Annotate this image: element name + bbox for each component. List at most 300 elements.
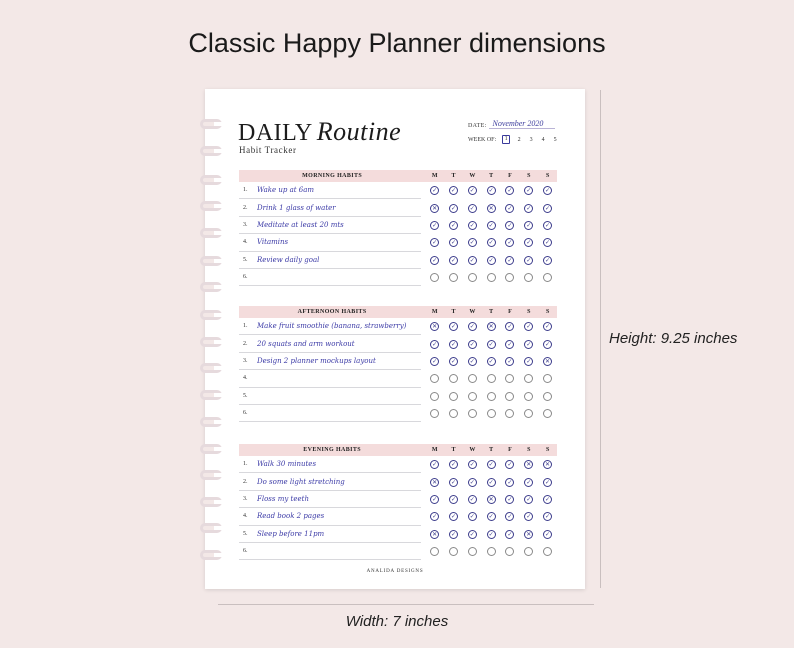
day-cell xyxy=(482,340,501,349)
cross-circle-icon[interactable]: ✕ xyxy=(432,478,438,486)
check-circle-icon[interactable]: ✓ xyxy=(507,221,513,229)
habit-row xyxy=(239,370,557,387)
check-circle-icon[interactable]: ✓ xyxy=(507,340,513,348)
habit-line[interactable] xyxy=(239,508,421,525)
week-row xyxy=(468,135,558,144)
habit-row xyxy=(239,456,557,473)
habit-line[interactable] xyxy=(239,269,421,286)
day-header: W xyxy=(469,309,476,315)
day-cell xyxy=(425,204,444,213)
empty-circle-icon[interactable] xyxy=(505,392,514,401)
check-circle-icon[interactable]: ✓ xyxy=(469,204,475,212)
habit-line[interactable] xyxy=(239,543,421,560)
day-header: T xyxy=(489,447,494,453)
check-circle-icon[interactable]: ✓ xyxy=(507,357,513,365)
empty-circle-icon[interactable] xyxy=(543,374,552,383)
day-cell xyxy=(501,409,520,418)
check-circle-icon[interactable]: ✓ xyxy=(488,513,494,521)
day-cell xyxy=(538,273,557,282)
empty-circle-icon[interactable] xyxy=(524,547,533,556)
day-cell xyxy=(463,238,482,247)
binder-ring xyxy=(200,523,222,533)
check-circle-icon[interactable]: ✓ xyxy=(545,187,551,195)
week-number[interactable]: 4 xyxy=(541,136,545,143)
day-cell xyxy=(538,495,557,504)
day-cell xyxy=(482,322,501,331)
meta-block xyxy=(468,119,558,144)
week-number[interactable]: 2 xyxy=(517,136,521,143)
check-circle-icon[interactable]: ✓ xyxy=(545,204,551,212)
day-cell xyxy=(444,273,463,282)
empty-circle-icon[interactable] xyxy=(524,392,533,401)
day-cell xyxy=(444,495,463,504)
check-circle-icon[interactable]: ✓ xyxy=(450,461,456,469)
day-cell xyxy=(538,530,557,539)
habit-text: Wake up at 6am xyxy=(257,186,315,195)
check-circle-icon[interactable]: ✓ xyxy=(488,256,494,264)
empty-circle-icon[interactable] xyxy=(543,392,552,401)
day-cell xyxy=(501,221,520,230)
day-cell xyxy=(482,495,501,504)
day-cell xyxy=(425,357,444,366)
day-cell xyxy=(519,322,538,331)
day-header: W xyxy=(469,447,476,453)
check-circle-icon[interactable]: ✓ xyxy=(450,495,456,503)
habit-text: Do some light stretching xyxy=(257,477,345,486)
empty-circle-icon[interactable] xyxy=(468,392,477,401)
row-number: 3. xyxy=(243,495,248,502)
empty-circle-icon[interactable] xyxy=(449,392,458,401)
habit-text: Meditate at least 20 mts xyxy=(257,220,344,229)
habit-row xyxy=(239,543,557,560)
habit-row xyxy=(239,217,557,234)
day-cell xyxy=(463,547,482,556)
empty-circle-icon[interactable] xyxy=(524,374,533,383)
habit-line[interactable] xyxy=(239,318,421,335)
day-header: S xyxy=(545,173,550,179)
row-number: 3. xyxy=(243,357,248,364)
empty-circle-icon[interactable] xyxy=(468,409,477,418)
habit-row xyxy=(239,199,557,216)
check-circle-icon[interactable]: ✓ xyxy=(526,495,532,503)
check-circle-icon[interactable]: ✓ xyxy=(507,204,513,212)
habit-row xyxy=(239,182,557,199)
empty-circle-icon[interactable] xyxy=(505,547,514,556)
cross-circle-icon[interactable]: ✕ xyxy=(488,495,494,503)
empty-circle-icon[interactable] xyxy=(505,374,514,383)
day-cell xyxy=(444,374,463,383)
binder-ring xyxy=(200,417,222,427)
empty-circle-icon[interactable] xyxy=(505,409,514,418)
check-circle-icon[interactable]: ✓ xyxy=(432,221,438,229)
empty-circle-icon[interactable] xyxy=(524,273,533,282)
binder-ring xyxy=(200,497,222,507)
row-number: 4. xyxy=(243,513,248,520)
habit-line[interactable] xyxy=(239,491,421,508)
check-circle-icon[interactable]: ✓ xyxy=(507,323,513,331)
binder-ring xyxy=(200,282,222,292)
check-circle-icon[interactable]: ✓ xyxy=(507,495,513,503)
row-number: 6. xyxy=(243,548,248,555)
day-cell xyxy=(538,221,557,230)
check-circle-icon[interactable]: ✓ xyxy=(526,323,532,331)
section-title: EVENING HABITS xyxy=(303,447,362,453)
binder-ring xyxy=(200,175,222,185)
empty-circle-icon[interactable] xyxy=(430,392,439,401)
day-cell xyxy=(519,186,538,195)
width-label: Width: 7 inches xyxy=(345,613,449,630)
habit-line[interactable] xyxy=(239,526,421,543)
check-circle-icon[interactable]: ✓ xyxy=(526,187,532,195)
empty-circle-icon[interactable] xyxy=(505,273,514,282)
check-circle-icon[interactable]: ✓ xyxy=(450,340,456,348)
day-cell xyxy=(538,322,557,331)
empty-circle-icon[interactable] xyxy=(543,409,552,418)
habit-row xyxy=(239,526,557,543)
day-cell xyxy=(482,374,501,383)
check-circle-icon[interactable]: ✓ xyxy=(507,530,513,538)
cross-circle-icon[interactable]: ✕ xyxy=(488,323,494,331)
section-title: AFTERNOON HABITS xyxy=(297,309,367,315)
day-cell xyxy=(482,256,501,265)
day-cell xyxy=(444,256,463,265)
cross-circle-icon[interactable]: ✕ xyxy=(432,323,438,331)
day-cell xyxy=(444,409,463,418)
day-cell xyxy=(501,530,520,539)
check-circle-icon[interactable]: ✓ xyxy=(469,221,475,229)
day-cell xyxy=(425,374,444,383)
check-circle-icon[interactable]: ✓ xyxy=(469,187,475,195)
habit-line[interactable] xyxy=(239,182,421,199)
week-number[interactable]: 3 xyxy=(529,136,533,143)
day-cell xyxy=(519,221,538,230)
day-cell xyxy=(519,409,538,418)
check-circle-icon[interactable]: ✓ xyxy=(432,357,438,365)
check-circle-icon[interactable]: ✓ xyxy=(545,239,551,247)
day-cell xyxy=(538,547,557,556)
habit-line[interactable] xyxy=(239,234,421,251)
check-circle-icon[interactable]: ✓ xyxy=(526,221,532,229)
day-header: S xyxy=(527,309,531,315)
cross-circle-icon[interactable]: ✕ xyxy=(526,461,532,469)
day-cell xyxy=(501,186,520,195)
empty-circle-icon[interactable] xyxy=(449,547,458,556)
day-cell xyxy=(538,204,557,213)
empty-circle-icon[interactable] xyxy=(449,374,458,383)
row-number: 5. xyxy=(243,530,248,537)
day-header: S xyxy=(527,447,531,453)
check-circle-icon[interactable]: ✓ xyxy=(526,340,532,348)
habit-text: Review daily goal xyxy=(257,255,320,264)
check-circle-icon[interactable]: ✓ xyxy=(507,461,513,469)
habit-line[interactable] xyxy=(239,199,421,216)
cross-circle-icon[interactable]: ✕ xyxy=(545,357,551,365)
day-cell xyxy=(501,238,520,247)
habit-text: Sleep before 11pm xyxy=(257,529,325,538)
habit-text: Vitamins xyxy=(257,238,289,247)
day-cell xyxy=(482,221,501,230)
day-cell xyxy=(463,357,482,366)
binder-ring xyxy=(200,444,222,454)
empty-circle-icon[interactable] xyxy=(487,374,496,383)
check-circle-icon[interactable]: ✓ xyxy=(469,513,475,521)
sheet-subtitle: Habit Tracker xyxy=(239,145,297,155)
day-header: S xyxy=(545,309,550,315)
check-circle-icon[interactable]: ✓ xyxy=(432,461,438,469)
day-cell xyxy=(519,495,538,504)
day-cell xyxy=(519,512,538,521)
habit-section xyxy=(239,444,557,560)
check-circle-icon[interactable]: ✓ xyxy=(450,256,456,264)
day-cell xyxy=(538,186,557,195)
date-value: November 2020 xyxy=(489,119,555,129)
empty-circle-icon[interactable] xyxy=(487,409,496,418)
check-circle-icon[interactable]: ✓ xyxy=(545,478,551,486)
check-circle-icon[interactable]: ✓ xyxy=(450,187,456,195)
binder-ring xyxy=(200,256,222,266)
check-circle-icon[interactable]: ✓ xyxy=(450,530,456,538)
day-cell xyxy=(501,495,520,504)
check-circle-icon[interactable]: ✓ xyxy=(526,204,532,212)
check-circle-icon[interactable]: ✓ xyxy=(488,221,494,229)
day-cell xyxy=(482,547,501,556)
day-cell xyxy=(444,478,463,487)
habit-row xyxy=(239,252,557,269)
check-circle-icon[interactable]: ✓ xyxy=(507,187,513,195)
day-cell xyxy=(425,340,444,349)
day-cell xyxy=(463,409,482,418)
empty-circle-icon[interactable] xyxy=(487,547,496,556)
page-headline: Classic Happy Planner dimensions xyxy=(188,28,606,58)
check-circle-icon[interactable]: ✓ xyxy=(488,478,494,486)
day-cell xyxy=(501,204,520,213)
day-cell xyxy=(444,221,463,230)
check-circle-icon[interactable]: ✓ xyxy=(526,357,532,365)
check-circle-icon[interactable]: ✓ xyxy=(545,323,551,331)
check-circle-icon[interactable]: ✓ xyxy=(488,357,494,365)
day-cell xyxy=(444,340,463,349)
habit-line[interactable] xyxy=(239,405,421,422)
check-circle-icon[interactable]: ✓ xyxy=(450,357,456,365)
day-cell xyxy=(444,460,463,469)
habit-text: Walk 30 minutes xyxy=(257,460,317,469)
week-number[interactable]: 1 xyxy=(502,135,510,144)
day-cell xyxy=(538,409,557,418)
check-circle-icon[interactable]: ✓ xyxy=(450,221,456,229)
empty-circle-icon[interactable] xyxy=(543,547,552,556)
check-circle-icon[interactable]: ✓ xyxy=(545,256,551,264)
day-cell xyxy=(444,357,463,366)
day-cell xyxy=(444,530,463,539)
habit-line[interactable] xyxy=(239,370,421,387)
row-number: 3. xyxy=(243,221,248,228)
check-circle-icon[interactable]: ✓ xyxy=(469,530,475,538)
day-cell xyxy=(425,530,444,539)
habit-section xyxy=(239,306,557,422)
habit-row xyxy=(239,318,557,335)
cross-circle-icon[interactable]: ✕ xyxy=(432,204,438,212)
day-cell xyxy=(519,547,538,556)
check-circle-icon[interactable]: ✓ xyxy=(450,513,456,521)
empty-circle-icon[interactable] xyxy=(487,273,496,282)
check-circle-icon[interactable]: ✓ xyxy=(488,187,494,195)
day-header: M xyxy=(431,309,438,315)
day-cell xyxy=(519,392,538,401)
brand-footer: ANALIDA DESIGNS xyxy=(366,569,424,574)
check-circle-icon[interactable]: ✓ xyxy=(432,340,438,348)
day-cell xyxy=(463,186,482,195)
check-circle-icon[interactable]: ✓ xyxy=(469,340,475,348)
empty-circle-icon[interactable] xyxy=(430,547,439,556)
check-circle-icon[interactable]: ✓ xyxy=(469,495,475,503)
row-number: 5. xyxy=(243,256,248,263)
day-cell xyxy=(519,478,538,487)
check-circle-icon[interactable]: ✓ xyxy=(526,513,532,521)
check-circle-icon[interactable]: ✓ xyxy=(507,478,513,486)
check-circle-icon[interactable]: ✓ xyxy=(507,239,513,247)
empty-circle-icon[interactable] xyxy=(543,273,552,282)
day-cell xyxy=(463,340,482,349)
check-circle-icon[interactable]: ✓ xyxy=(469,256,475,264)
day-cell xyxy=(538,374,557,383)
day-cell xyxy=(482,530,501,539)
habit-line[interactable] xyxy=(239,456,421,473)
row-number: 1. xyxy=(243,461,248,468)
day-cell xyxy=(444,547,463,556)
cross-circle-icon[interactable]: ✕ xyxy=(432,530,438,538)
check-circle-icon[interactable]: ✓ xyxy=(488,530,494,538)
empty-circle-icon[interactable] xyxy=(468,374,477,383)
day-cell xyxy=(519,204,538,213)
empty-circle-icon[interactable] xyxy=(449,273,458,282)
day-cell xyxy=(519,256,538,265)
habit-line[interactable] xyxy=(239,335,421,352)
day-cell xyxy=(425,238,444,247)
check-circle-icon[interactable]: ✓ xyxy=(450,323,456,331)
day-cell xyxy=(425,221,444,230)
day-cell xyxy=(482,409,501,418)
check-circle-icon[interactable]: ✓ xyxy=(432,187,438,195)
day-cell xyxy=(501,478,520,487)
day-header: F xyxy=(508,309,512,315)
check-circle-icon[interactable]: ✓ xyxy=(450,239,456,247)
week-number[interactable]: 5 xyxy=(553,136,557,143)
check-circle-icon[interactable]: ✓ xyxy=(526,478,532,486)
habit-line[interactable] xyxy=(239,252,421,269)
day-cell xyxy=(463,204,482,213)
day-cell xyxy=(463,374,482,383)
day-header: T xyxy=(489,309,494,315)
check-circle-icon[interactable]: ✓ xyxy=(545,221,551,229)
check-circle-icon[interactable]: ✓ xyxy=(526,239,532,247)
habit-row xyxy=(239,508,557,525)
check-circle-icon[interactable]: ✓ xyxy=(469,461,475,469)
empty-circle-icon[interactable] xyxy=(430,374,439,383)
day-cell xyxy=(425,273,444,282)
day-cell xyxy=(463,512,482,521)
day-cell xyxy=(444,322,463,331)
check-circle-icon[interactable]: ✓ xyxy=(469,478,475,486)
day-cell xyxy=(538,340,557,349)
day-cell xyxy=(463,256,482,265)
habit-row xyxy=(239,335,557,352)
check-circle-icon[interactable]: ✓ xyxy=(488,340,494,348)
check-circle-icon[interactable]: ✓ xyxy=(469,239,475,247)
day-cell xyxy=(444,204,463,213)
section-header xyxy=(239,170,557,182)
day-cell xyxy=(482,273,501,282)
row-number: 4. xyxy=(243,239,248,246)
check-circle-icon[interactable]: ✓ xyxy=(432,256,438,264)
habit-line[interactable] xyxy=(239,217,421,234)
day-cell xyxy=(425,322,444,331)
binder-ring xyxy=(200,228,222,238)
habit-line[interactable] xyxy=(239,388,421,405)
row-number: 1. xyxy=(243,187,248,194)
check-circle-icon[interactable]: ✓ xyxy=(507,256,513,264)
empty-circle-icon[interactable] xyxy=(524,409,533,418)
day-cell xyxy=(501,392,520,401)
day-header: W xyxy=(469,173,476,179)
check-circle-icon[interactable]: ✓ xyxy=(469,323,475,331)
check-circle-icon[interactable]: ✓ xyxy=(488,239,494,247)
check-circle-icon[interactable]: ✓ xyxy=(432,513,438,521)
empty-circle-icon[interactable] xyxy=(430,273,439,282)
check-circle-icon[interactable]: ✓ xyxy=(488,461,494,469)
row-number: 6. xyxy=(243,410,248,417)
day-cell xyxy=(482,392,501,401)
day-cell xyxy=(519,273,538,282)
check-circle-icon[interactable]: ✓ xyxy=(432,495,438,503)
check-circle-icon[interactable]: ✓ xyxy=(507,513,513,521)
row-number: 4. xyxy=(243,375,248,382)
day-cell xyxy=(519,460,538,469)
check-circle-icon[interactable]: ✓ xyxy=(526,256,532,264)
day-cell xyxy=(519,238,538,247)
empty-circle-icon[interactable] xyxy=(487,392,496,401)
day-cell xyxy=(538,512,557,521)
check-circle-icon[interactable]: ✓ xyxy=(545,495,551,503)
empty-circle-icon[interactable] xyxy=(449,409,458,418)
empty-circle-icon[interactable] xyxy=(468,273,477,282)
date-label: DATE: xyxy=(468,123,487,129)
habit-text: Drink 1 glass of water xyxy=(257,203,336,212)
check-circle-icon[interactable]: ✓ xyxy=(450,478,456,486)
day-header: M xyxy=(431,447,438,453)
check-circle-icon[interactable]: ✓ xyxy=(545,530,551,538)
day-cell xyxy=(482,460,501,469)
section-header xyxy=(239,306,557,318)
habit-row xyxy=(239,269,557,286)
day-cell xyxy=(519,530,538,539)
cross-circle-icon[interactable]: ✕ xyxy=(488,204,494,212)
cross-circle-icon[interactable]: ✕ xyxy=(526,530,532,538)
planner-sheet xyxy=(205,89,585,589)
habit-row xyxy=(239,491,557,508)
check-circle-icon[interactable]: ✓ xyxy=(545,340,551,348)
check-circle-icon[interactable]: ✓ xyxy=(432,239,438,247)
day-cell xyxy=(501,374,520,383)
check-circle-icon[interactable]: ✓ xyxy=(450,204,456,212)
habit-line[interactable] xyxy=(239,353,421,370)
habit-line[interactable] xyxy=(239,473,421,490)
cross-circle-icon[interactable]: ✕ xyxy=(545,461,551,469)
check-circle-icon[interactable]: ✓ xyxy=(469,357,475,365)
empty-circle-icon[interactable] xyxy=(468,547,477,556)
day-header: M xyxy=(431,173,438,179)
empty-circle-icon[interactable] xyxy=(430,409,439,418)
check-circle-icon[interactable]: ✓ xyxy=(545,513,551,521)
